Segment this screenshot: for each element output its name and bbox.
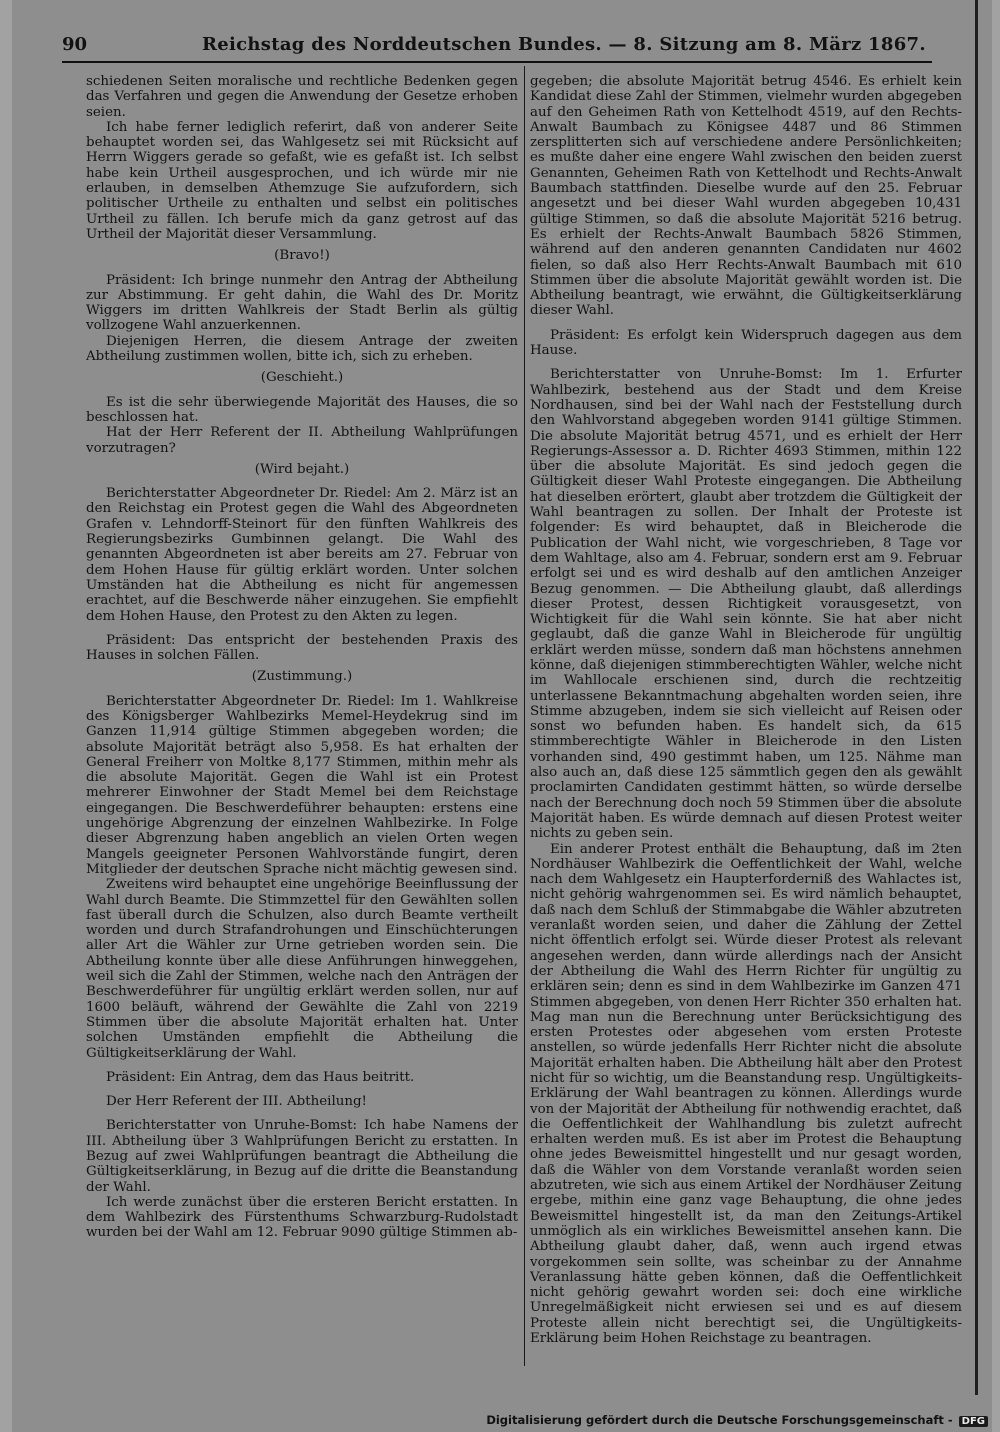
paragraph: Präsident: Ich bringe nunmehr den Antrag der Abtheilung zur Abstimmung. Er geht dahin, die Wahl des Dr. Moritz Wiggers im dritten Wahlkreis der Stadt Berlin als gültig vollzogene Wahl anzuerkennen. [86, 272, 518, 334]
header-rule [62, 61, 932, 63]
paragraph: Ein anderer Protest enthält die Behauptung, daß im 2ten Nordhäuser Wahlbezirk die Oeffentlichkeit der Wahl, welche nach dem Wahlgesetz ein Haupterforderniß des Wahlactes ist, nicht gehörig wahrgenommen sei. Es wird nämlich behauptet, daß nach dem Schluß der Stimmabgabe die Wähler abzutreten veranlaßt worden seien, und daher die Zählung der Zettel nicht öffentlich erfolgt sei. Würde dieser Protest als relevant angesehen werden, dann würde allerdings nach der Ansicht der Abtheilung die Wahl des Herrn Richter für ungültig zu erklären sein; denn es sind in dem Wahlbezirke im Ganzen 471 Stimmen abgegeben, von denen Herr Richter 350 erhalten hat. Mag man nun die Berechnung unter Berücksichtigung des ersten Protestes oder abgesehen vom ersten Proteste anstellen, so würde jedenfalls Herr Richter nicht die absolute Majorität erhalten haben. Die Abtheilung hält aber den Protest nicht für so wichtig, um die Beanstandung resp. Ungültigkeits-Erklärung der Wahl beantragen zu können. Allerdings wurde von der Majorität der Abtheilung für nothwendig erachtet, daß die Oeffentlichkeit der Wahlhandlung bis zuletzt aufrecht erhalten werden muß. Es ist aber im Protest die Behauptung ohne jedes Beweismittel hingestellt und nur gesagt worden, daß die Wähler von dem Vorstande veranlaßt worden seien abzutreten, wie sich aus einem Artikel der Nordhäuser Zeitung ergebe, mithin eine ganz vage Behauptung, die ohne jedes Beweismittel hingestellt ist, da man den Zeitungs-Artikel unmöglich als ein wirkliches Beweismittel ansehen kann. Die Abtheilung glaubt daher, daß, wenn auch irgend etwas vorgekommen sein sollte, was scheinbar zu der Annahme Veranlassung hätte geben können, daß die Oeffentlichkeit nicht gehörig gewahrt worden sei: doch eine wirkliche Unregelmäßigkeit nicht erwiesen sei und es auf diesem Proteste allein nicht berechtigt sei, die Ungültigkeits-Erklärung beim Hohen Reichstage zu beantragen. [530, 841, 962, 1347]
paragraph: Präsident: Das entspricht der bestehenden Praxis des Hauses in solchen Fällen. [86, 632, 518, 664]
right-column [530, 74, 962, 1359]
page-number: 90 [62, 34, 88, 55]
paragraph: Ich werde zunächst über die ersteren Bericht erstatten. In dem Wahlbezirk des Fürstenthums Schwarzburg-Rudolstadt wurden bei der Wahl am 12. Februar 9090 gültige Stimmen ab- [86, 1194, 518, 1241]
paragraph: Diejenigen Herren, die diesem Antrage der zweiten Abtheilung zustimmen wollen, bitte ich, sich zu erheben. [86, 333, 518, 365]
paragraph: Präsident: Ein Antrag, dem das Haus beitritt. [106, 1069, 415, 1085]
paragraph: Berichterstatter von Unruhe-Bomst: Ich habe Namens der III. Abtheilung über 3 Wahlprüfungen Bericht zu erstatten. In Bezug auf zwei Wahlprüfungen beantragt die Abtheilung die Gültigkeitserklärung, in Bezug auf die dritte die Beanstandung der Wahl. [86, 1118, 518, 1195]
interjection: (Zustimmung.) [251, 669, 353, 685]
paragraph: Es ist die sehr überwiegende Majorität des Hauses, die so beschlossen hat. [86, 394, 518, 425]
column-divider [524, 66, 525, 1366]
paragraph: gegeben; die absolute Majorität betrug 4546. Es erhielt kein Kandidat diese Zahl der Stimmen, vielmehr wurden abgegeben auf den Geheimen Rath von Kettelhodt 4519, auf den Rechts-Anwalt Baumbach zu Königsee 4487 und 86 Stimmen zersplitterten sich auf verschiedene andere Persönlichkeiten; es mußte daher eine engere Wahl zwischen den beiden zuerst Genannten, Geheimen Rath von Kettelhodt und Rechts-Anwalt Baumbach stattfinden. Dieselbe wurde auf den 25. Februar angesetzt und bei dieser Wahl wurden abgegeben 10,431 gültige Stimmen, so daß die absolute Majorität 5216 betrug. Es erhielt der Rechts-Anwalt Baumbach 5826 Stimmen, während auf den anderen genannten Candidaten nur 4602 fielen, so daß also Herr Rechts-Anwalt Baumbach mit 610 Stimmen über die absolute Majorität gewählt worden ist. Die Abtheilung beantragt, wie erwähnt, die Gültigkeitserklärung dieser Wahl. [530, 74, 962, 319]
digitization-credit [486, 1413, 988, 1427]
interjection: (Geschieht.) [260, 370, 344, 386]
dfg-logo: DFG [959, 1416, 988, 1427]
paragraph: Berichterstatter von Unruhe-Bomst: Im 1. Erfurter Wahlbezirk, bestehend aus der Stadt und dem Kreise Nordhausen, sind bei der Wahl nach der Feststellung durch den Wahlvorstand abgegeben worden 9141 gültige Stimmen. Die absolute Majorität betrug 4571, und es erhielt der Herr Regierungs-Assessor a. D. Richter 4693 Stimmen, mithin 122 über die absolute Majorität. Es sind jedoch gegen die Gültigkeit dieser Wahl Proteste eingegangen. Die Abtheilung hat dieselben erörtert, glaubt aber trotzdem die Gültigkeit der Wahl beantragen zu sollen. Der Inhalt der Proteste ist folgender: Es wird behauptet, daß in Bleicherode die Publication der Wahl nicht, wie vorgeschrieben, 8 Tage vor dem Wahltage, also am 4. Februar, sondern erst am 9. Februar erfolgt sei und es wird deshalb auf den amtlichen Anzeiger Bezug genommen. — Die Abtheilung glaubt, daß allerdings dieser Protest, dessen Richtigkeit vorausgesetzt, von Wichtigkeit für die Wahl sein könnte. Sie hat aber nicht geglaubt, daß die ganze Wahl in Bleicherode für ungültig erklärt werden müsse, sondern daß man höchstens annehmen könne, daß diejenigen stimmberechtigten Wähler, welche nicht im Wahllocale erschienen sind, durch die rechtzeitig unterlassene Bekanntmachung abgehalten worden seien, ihre Stimme abzugeben, indem sie sich vielleicht auf Reisen oder sonst wo befunden haben. Es handelt sich, da 615 stimmberechtigte Wähler in Bleicherode in den Listen vorhanden sind, 490 gestimmt haben, um 125. Nähme man also auch an, daß diese 125 sämmtlich gegen den als gewählt proclamirten Candidaten gestimmt hätten, so würde derselbe nach der Berechnung doch noch 59 Stimmen über die absolute Majorität haben. Es würde demnach auf diesen Protest weiter nichts zu geben sein. [530, 367, 962, 842]
page-header [62, 34, 926, 56]
paragraph: Berichterstatter Abgeordneter Dr. Riedel: Im 1. Wahlkreise des Königsberger Wahlbezirks Memel-Heydekrug sind im Ganzen 11,914 gültige Stimmen abgegeben worden; die absolute Majorität beträgt also 5,958. Es hat erhalten der General Freiherr von Moltke 8,177 Stimmen, mithin mehr als die absolute Majorität. Gegen die Wahl ist ein Protest mehrerer Einwohner der Stadt Memel bei dem Reichstage eingegangen. Die Beschwerdeführer behaupten: erstens eine ungehörige Abgrenzung der einzelnen Wahlbezirke. In Folge dieser Abgrenzung haben angeblich an vielen Orten wegen Mangels geeigneter Personen Wahlvorstände fungirt, deren Mitglieder der deutschen Sprache nicht mächtig gewesen sind. [86, 693, 518, 877]
paragraph: Ich habe ferner lediglich referirt, daß von anderer Seite behauptet worden sei, das Wahlgesetz sei mit Rücksicht auf Herrn Wiggers gerade so gefaßt, wie es gefaßt ist. Ich selbst habe kein Urtheil ausgesprochen, und ich würde mir nie erlauben, in demselben Athemzuge Sie aufzufordern, sich politischer Urtheile zu enthalten und selbst ein politisches Urtheil zu fällen. Ich berufe mich da ganz getrost auf das Urtheil der Majorität dieser Versammlung. [86, 119, 518, 242]
paragraph: Hat der Herr Referent der II. Abtheilung Wahlprüfungen vorzutragen? [86, 425, 518, 456]
scan-right-edge [992, 0, 1000, 1432]
paragraph: Präsident: Es erfolgt kein Widerspruch dagegen aus dem Hause. [530, 327, 962, 359]
paragraph: Zweitens wird behauptet eine ungehörige Beeinflussung der Wahl durch Beamte. Die Stimmzettel für den Gewählten sollen fast überall durch die Schulzen, also durch Beamte vertheilt worden und durch Strafandrohungen und Einschüchterungen aller Art die Wähler zur Urne getrieben worden sein. Die Abtheilung konnte über alle diese Anführungen hinweggehen, weil sich die Zahl der Stimmen, welche nach den Anträgen der Beschwerdeführer für ungültig erklärt werden sollen, nur auf 1600 beläuft, während der Gewählte die Zahl von 2219 Stimmen über die absolute Majorität erhalten hat. Unter solchen Umständen empfiehlt die Abtheilung die Gültigkeitserklärung der Wahl. [86, 877, 518, 1061]
interjection: (Bravo!) [274, 248, 330, 264]
running-title: Reichstag des Norddeutschen Bundes. — 8. Sitzung am 8. März 1867. [202, 34, 926, 55]
binding-edge [975, 0, 978, 1395]
paragraph: schiedenen Seiten moralische und rechtliche Bedenken gegen das Verfahren und gegen die Anwendung der Gesetze erhoben seien. [86, 74, 518, 120]
paragraph: Der Herr Referent der III. Abtheilung! [106, 1094, 367, 1110]
left-column [86, 74, 518, 1359]
credit-text: Digitalisierung gefördert durch die Deutsche Forschungsgemeinschaft - [486, 1413, 953, 1427]
scan-left-edge [0, 0, 12, 1432]
interjection: (Wird bejaht.) [254, 461, 350, 477]
paragraph: Berichterstatter Abgeordneter Dr. Riedel: Am 2. März ist an den Reichstag ein Protest gegen die Wahl des Abgeordneten Grafen v. Lehndorff-Steinort für den fünften Wahlkreis des Regierungsbezirks Gumbinnen gelangt. Die Wahl des genannten Abgeordneten ist aber bereits am 27. Februar von dem Hohen Hause für gültig erklärt worden. Unter solchen Umständen hat die Abtheilung es nicht für angemessen erachtet, auf die Beschwerde näher einzugehen. Sie empfiehlt dem Hohen Hause, den Protest zu den Akten zu legen. [86, 486, 518, 624]
